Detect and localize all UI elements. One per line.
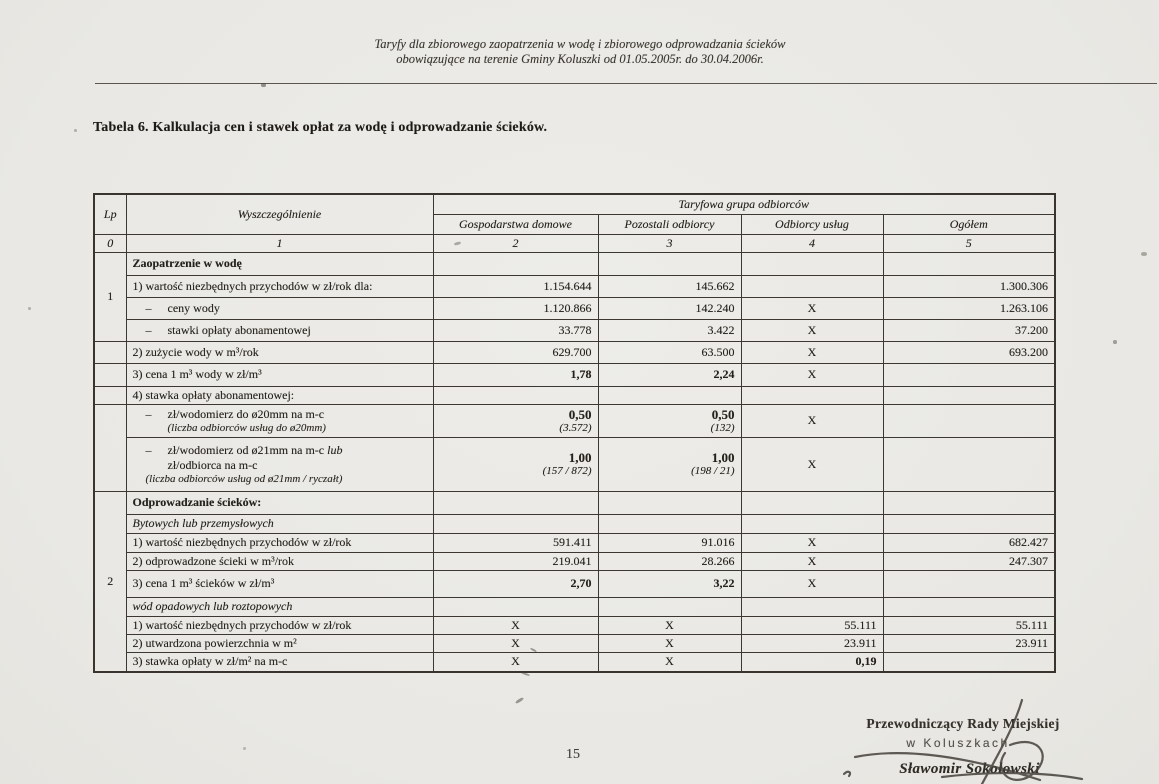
cell-empty bbox=[883, 514, 1055, 533]
document-header bbox=[200, 37, 960, 67]
lp-sewage: 2 bbox=[94, 491, 126, 672]
cell-other: 63.500 bbox=[598, 341, 741, 363]
cell-households: 1.120.866 bbox=[433, 297, 598, 319]
section-heading-water: Zaopatrzenie w wodę bbox=[126, 252, 433, 275]
label-rain-revenue: 1) wartość niezbędnych przychodów w zł/rok bbox=[126, 616, 433, 634]
cell-households-price: 1,78 bbox=[433, 363, 598, 386]
lp-water: 1 bbox=[94, 252, 126, 341]
cell-empty bbox=[741, 514, 883, 533]
label-text: zł/wodomierz do ø20mm na m-c bbox=[167, 407, 325, 421]
col-header-lp: Lp bbox=[94, 194, 126, 234]
row-abon-header bbox=[94, 386, 1055, 404]
header-rule bbox=[95, 83, 1157, 84]
col-header-households: Gospodarstwa domowe bbox=[433, 214, 598, 234]
cell-households-price bbox=[433, 437, 598, 491]
value: 1,00 bbox=[711, 450, 735, 465]
cell-other-price bbox=[598, 404, 741, 437]
index-5: 5 bbox=[883, 234, 1055, 252]
col-header-group: Taryfowa grupa odbiorców bbox=[433, 194, 1055, 214]
cell-empty bbox=[883, 363, 1055, 386]
cell-other: 142.240 bbox=[598, 297, 741, 319]
cell-empty bbox=[433, 514, 598, 533]
dash: – bbox=[145, 407, 152, 421]
row-sewage-volume bbox=[94, 552, 1055, 570]
count: (3.572) bbox=[559, 421, 592, 434]
row-surface bbox=[94, 634, 1055, 652]
cell-empty bbox=[433, 252, 598, 275]
value: 0,50 bbox=[568, 406, 592, 422]
row-rate bbox=[94, 652, 1055, 672]
count: (198 / 21) bbox=[691, 465, 735, 477]
cell-households: 629.700 bbox=[433, 341, 598, 363]
cell-empty bbox=[883, 652, 1055, 672]
signature-name: Sławomir Sokołowski bbox=[899, 761, 1040, 777]
tariff-table bbox=[93, 193, 1056, 673]
label-abon-header: 4) stawka opłaty abonamentowej: bbox=[126, 386, 433, 404]
cell-empty bbox=[741, 252, 883, 275]
index-1: 1 bbox=[126, 234, 433, 252]
cell-households: 1.154.644 bbox=[433, 275, 598, 297]
page-number: 15 bbox=[566, 747, 580, 762]
cell-households-x: X bbox=[433, 616, 598, 634]
section-heading-sewage: Odprowadzanie ścieków: bbox=[126, 491, 433, 514]
cell-services-x: X bbox=[741, 437, 883, 491]
cell-total: 37.200 bbox=[883, 319, 1055, 341]
dash: – bbox=[145, 300, 152, 315]
label-water-usage: 2) zużycie wody w m³/rok bbox=[126, 341, 433, 363]
cell-empty bbox=[883, 404, 1055, 437]
subsection-domestic: Bytowych lub przemysłowych bbox=[126, 514, 433, 533]
row-domestic-header bbox=[94, 514, 1055, 533]
col-header-total: Ogółem bbox=[883, 214, 1055, 234]
label-meter20 bbox=[126, 404, 433, 437]
cell-other-x: X bbox=[598, 616, 741, 634]
cell-total: 247.307 bbox=[883, 552, 1055, 570]
label-rate: 3) stawka opłaty w zł/m² na m-c bbox=[126, 652, 433, 672]
cell-empty bbox=[741, 597, 883, 616]
scan-speck bbox=[1113, 340, 1117, 344]
cell-services-x: X bbox=[741, 363, 883, 386]
signature-title: Przewodniczący Rady Miejskiej bbox=[866, 716, 1060, 731]
cell-other-x: X bbox=[598, 634, 741, 652]
value: 0,50 bbox=[711, 406, 735, 422]
label-text: zł/wodomierz od ø21mm na m-c lub bbox=[167, 443, 343, 457]
row-water-price bbox=[94, 297, 1055, 319]
cell-empty bbox=[598, 386, 741, 404]
cell-total: 693.200 bbox=[883, 341, 1055, 363]
lp-empty bbox=[94, 363, 126, 386]
row-sewage-heading bbox=[94, 491, 1055, 514]
cell-empty bbox=[433, 597, 598, 616]
cell-empty bbox=[433, 491, 598, 514]
cell-households: 33.778 bbox=[433, 319, 598, 341]
dash: – bbox=[145, 322, 152, 337]
scan-speck bbox=[1141, 252, 1147, 256]
scan-speck bbox=[261, 83, 266, 87]
cell-households: 219.041 bbox=[433, 552, 598, 570]
cell-other-x: X bbox=[598, 652, 741, 672]
cell-services-x: X bbox=[741, 404, 883, 437]
header-row-1 bbox=[94, 194, 1055, 214]
cell-other: 145.662 bbox=[598, 275, 741, 297]
handwritten-signature bbox=[830, 688, 1159, 784]
row-meter21 bbox=[94, 437, 1055, 491]
cell-services-x: X bbox=[741, 533, 883, 552]
label-text: ceny wody bbox=[167, 300, 220, 315]
cell-total: 682.427 bbox=[883, 533, 1055, 552]
cell-empty bbox=[598, 597, 741, 616]
cell-services: 55.111 bbox=[741, 616, 883, 634]
cell-empty bbox=[883, 570, 1055, 597]
row-water-abon bbox=[94, 319, 1055, 341]
cell-services-x: X bbox=[741, 341, 883, 363]
cell-empty bbox=[883, 252, 1055, 275]
lp-empty bbox=[94, 386, 126, 404]
cell-services-x: X bbox=[741, 570, 883, 597]
label-water-price bbox=[126, 297, 433, 319]
label-meter21 bbox=[126, 437, 433, 491]
row-rainwater-header bbox=[94, 597, 1055, 616]
cell-households-x: X bbox=[433, 652, 598, 672]
cell-empty bbox=[433, 386, 598, 404]
scan-speck bbox=[243, 747, 246, 750]
label-text: stawki opłaty abonamentowej bbox=[167, 322, 311, 337]
label-water-revenue: 1) wartość niezbędnych przychodów w zł/rok dla: bbox=[126, 275, 433, 297]
count: (132) bbox=[710, 421, 735, 434]
cell-empty bbox=[598, 491, 741, 514]
index-2: 2 bbox=[433, 234, 598, 252]
label-meter20-note: (liczba odbiorców usług do ø20mm) bbox=[167, 422, 326, 434]
cell-households: 591.411 bbox=[433, 533, 598, 552]
cell-other: 3.422 bbox=[598, 319, 741, 341]
lp-empty bbox=[94, 341, 126, 363]
cell-empty bbox=[598, 252, 741, 275]
dash: – bbox=[145, 443, 152, 457]
cell-empty bbox=[741, 491, 883, 514]
header-line1: Taryfy dla zbiorowego zaopatrzenia w wodę i zbiorowego odprowadzania ścieków bbox=[374, 37, 786, 51]
cell-total: 55.111 bbox=[883, 616, 1055, 634]
lp-empty bbox=[94, 404, 126, 491]
scan-speck bbox=[74, 129, 77, 132]
label-surface: 2) utwardzona powierzchnia w m² bbox=[126, 634, 433, 652]
scan-speck bbox=[28, 307, 31, 310]
cell-empty bbox=[883, 386, 1055, 404]
row-water-heading bbox=[94, 252, 1055, 275]
col-header-services: Odbiorcy usług bbox=[741, 214, 883, 234]
col-header-specification: Wyszczególnienie bbox=[126, 194, 433, 234]
cell-services-x: X bbox=[741, 319, 883, 341]
cell-empty bbox=[883, 437, 1055, 491]
cell-households-price: 2,70 bbox=[433, 570, 598, 597]
index-4: 4 bbox=[741, 234, 883, 252]
index-3: 3 bbox=[598, 234, 741, 252]
value: 1,00 bbox=[568, 450, 592, 465]
label-sewage-unit-price: 3) cena 1 m³ ścieków w zł/m³ bbox=[126, 570, 433, 597]
cell-households-x: X bbox=[433, 634, 598, 652]
cell-other-price: 3,22 bbox=[598, 570, 741, 597]
cell-services-price: 0,19 bbox=[741, 652, 883, 672]
cell-other-price bbox=[598, 437, 741, 491]
scan-speck bbox=[515, 697, 524, 704]
row-rain-revenue bbox=[94, 616, 1055, 634]
subsection-rainwater: wód opadowych lub roztopowych bbox=[126, 597, 433, 616]
count: (157 / 872) bbox=[542, 465, 592, 477]
label-sewage-volume: 2) odprowadzone ścieki w m³/rok bbox=[126, 552, 433, 570]
cell-total: 1.300.306 bbox=[883, 275, 1055, 297]
cell-other-price: 2,24 bbox=[598, 363, 741, 386]
cell-services-x: X bbox=[741, 552, 883, 570]
label-water-unit-price: 3) cena 1 m³ wody w zł/m³ bbox=[126, 363, 433, 386]
index-row bbox=[94, 234, 1055, 252]
cell-empty bbox=[883, 597, 1055, 616]
cell-empty bbox=[883, 491, 1055, 514]
row-water-usage bbox=[94, 341, 1055, 363]
row-meter20 bbox=[94, 404, 1055, 437]
label-sewage-revenue: 1) wartość niezbędnych przychodów w zł/rok bbox=[126, 533, 433, 552]
cell-empty bbox=[741, 275, 883, 297]
table-title: Tabela 6. Kalkulacja cen i stawek opłat za wodę i odprowadzanie ścieków. bbox=[93, 120, 548, 135]
cell-other: 28.266 bbox=[598, 552, 741, 570]
label-water-abon bbox=[126, 319, 433, 341]
row-water-revenue bbox=[94, 275, 1055, 297]
label-meter21-note: (liczba odbiorców usług od ø21mm / ryczałt) bbox=[145, 473, 343, 485]
cell-empty bbox=[598, 514, 741, 533]
signature-place: w Koluszkach bbox=[906, 736, 1010, 750]
row-water-unit-price bbox=[94, 363, 1055, 386]
cell-total: 23.911 bbox=[883, 634, 1055, 652]
col-header-other: Pozostali odbiorcy bbox=[598, 214, 741, 234]
row-sewage-revenue bbox=[94, 533, 1055, 552]
cell-empty bbox=[741, 386, 883, 404]
cell-households-price bbox=[433, 404, 598, 437]
cell-services-x: X bbox=[741, 297, 883, 319]
cell-services: 23.911 bbox=[741, 634, 883, 652]
row-sewage-unit-price bbox=[94, 570, 1055, 597]
cell-other: 91.016 bbox=[598, 533, 741, 552]
label-meter21-line2: zł/odbiorca na m-c bbox=[167, 458, 258, 472]
cell-total: 1.263.106 bbox=[883, 297, 1055, 319]
index-0: 0 bbox=[94, 234, 126, 252]
header-line2: obowiązujące na terenie Gminy Koluszki od 01.05.2005r. do 30.04.2006r. bbox=[396, 52, 764, 66]
